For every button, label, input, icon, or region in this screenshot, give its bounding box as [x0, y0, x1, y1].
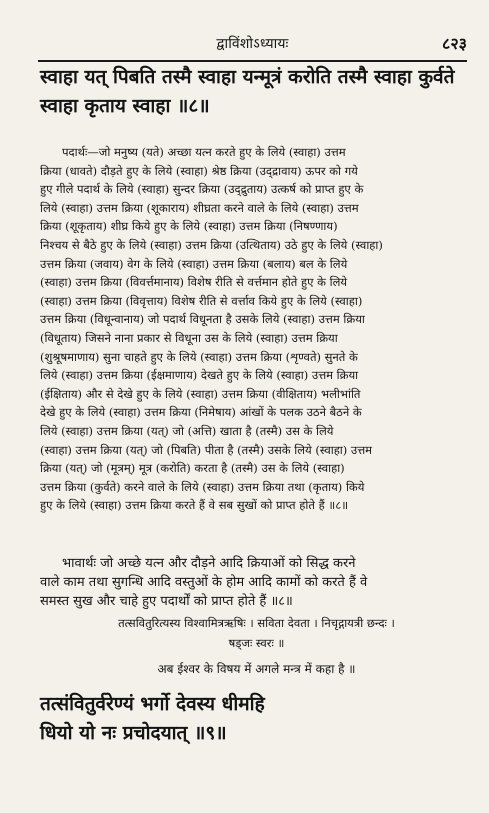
mantra-metadata [40, 613, 473, 653]
padartha-line: (स्वाहा) उत्तम क्रिया (विवर्त्तमानाय) विशेष रीति से वर्त्तमान होते हुए के लिये [40, 275, 348, 290]
padartha-line: (स्वाहा) उत्तम क्रिया (विवृत्ताय) विशेष रीति से वर्त्ताव किये हुए के लिये (स्वाहा) [40, 293, 363, 308]
padartha-line: क्रिया (धावते) दौड़ते हुए के लिये (स्वाहा) श्रेष्ठ क्रिया (उद्द्रावाय) ऊपर को गये [40, 163, 358, 178]
padartha-line: लिये (स्वाहा) उत्तम क्रिया (शूकाराय) शीघ्रता करने वाले के लिये (स्वाहा) उत्तम [40, 200, 359, 215]
padartha-line: उत्तम क्रिया (विधून्वानाय) जो पदार्थ विधूनता है उसके लिये (स्वाहा) उत्तम क्रिया [40, 312, 365, 327]
bhavartha-section [40, 554, 473, 611]
mantra-line: स्वाहा यत् पिबति तस्मै स्वाहा यन्मूत्रं करोति तस्मै स्वाहा कुर्वते [40, 66, 455, 88]
bhavartha-line: वाले काम तथा सुगन्धि आदि वस्तुओं के होम आदि कामों को करते हैं वे [40, 575, 368, 590]
padartha-line: (ईक्षिताय) और से देखे हुए के लिये (स्वाहा) उत्तम क्रिया (वीक्षिताय) भलीभांति [40, 386, 361, 401]
padartha-line: निश्चय से बैठे हुए के लिये (स्वाहा) उत्तम क्रिया (उत्थिताय) उठे हुए के लिये (स्वाहा) [40, 237, 383, 252]
page-number: ८२३ [442, 34, 467, 53]
mantra-verse-9 [40, 690, 473, 748]
bhavartha-line: समस्त सुख और चाहे हुए पदार्थों को प्राप्त होते हैं ॥८॥ [40, 594, 293, 609]
padartha-line: हुए के लिये (स्वाहा) उत्तम क्रिया करते हैं वे सब सुखों को प्राप्त होते हैं ॥८॥ [40, 498, 349, 513]
chapter-title: द्वाविंशोऽध्यायः [216, 36, 289, 52]
padartha-line: (विधूताय) जिसने नाना प्रकार से विधूना उस के लिये (स्वाहा) उत्तम क्रिया [40, 330, 338, 345]
padartha-line: उत्तम क्रिया (जवाय) वेग के लिये (स्वाहा) उत्तम क्रिया (बलाय) बल के लिये [40, 256, 348, 271]
padartha-line: (शुश्रूषमाणाय) सुना चाहते हुए के लिये (स्वाहा) उत्तम क्रिया (शृण्वते) सुनते के [40, 349, 358, 364]
padartha-line: उत्तम क्रिया (कुर्वते) करने वाले के लिये (स्वाहा) उत्तम क्रिया तथा (कृताय) किये [40, 479, 365, 494]
padartha-line: देखे हुए के लिये (स्वाहा) उत्तम क्रिया (निमेषाय) आंखों के पलक उठने बैठने के [40, 405, 362, 420]
padartha-line: क्रिया (शूकृताय) शीघ्र किये हुए के लिये (स्वाहा) उत्तम क्रिया (निषण्णाय) [40, 219, 338, 234]
mantra-verse-8 [40, 63, 473, 121]
mantra-line: स्वाहा कृताय स्वाहा ॥८॥ [40, 95, 210, 117]
mantra-line: तत्संवितुर्वरेण्यं भर्गो देवस्य धीमहि [40, 693, 265, 715]
header-rule [38, 60, 467, 62]
padartha-line: हुए गीले पदार्थ के लिये (स्वाहा) सुन्दर क्रिया (उद्द्रुताय) उत्कर्ष को प्राप्त हुए के [40, 182, 364, 197]
padartha-section [40, 143, 473, 515]
padartha-line: लिये (स्वाहा) उत्तम क्रिया (ईक्षमाणाय) देखते हुए के लिये (स्वाहा) उत्तम क्रिया [40, 368, 359, 383]
page-header [38, 30, 467, 56]
bhavartha-line: भावार्थः जो अच्छे यत्न और दौड़ने आदि क्रियाओं को सिद्ध करने [62, 556, 356, 571]
svara: षड्जः स्वरः ॥ [228, 636, 285, 650]
padartha-line: लिये (स्वाहा) उत्तम क्रिया (यत्) जो (अत्ति) खाता है (तस्मै) उस के लिये [40, 423, 334, 438]
mantra-intro: अब ईश्वर के विषय में अगले मन्त्र में कहा है ॥ [157, 662, 356, 676]
rishi-devata-chhanda: तत्सवितुरित्यस्य विश्वामित्रऋषिः । सविता देवता । निचृद्गायत्री छन्दः । [118, 616, 395, 630]
padartha-line: पदार्थः—जो मनुष्य (यते) अच्छा यत्न करते हुए के लिये (स्वाहा) उत्तम [62, 145, 346, 159]
mantra-line: धियो यो नः प्रचोदयात् ॥९॥ [40, 722, 227, 744]
padartha-line: (स्वाहा) उत्तम क्रिया (यत्) जो (पिबति) पीता है (तस्मै) उसके लिये (स्वाहा) उत्तम [40, 442, 373, 457]
padartha-line: क्रिया (यत्) जो (मूत्रम्) मूत्र (करोति) करता है (तस्मै) उस के लिये (स्वाहा) [40, 461, 345, 476]
